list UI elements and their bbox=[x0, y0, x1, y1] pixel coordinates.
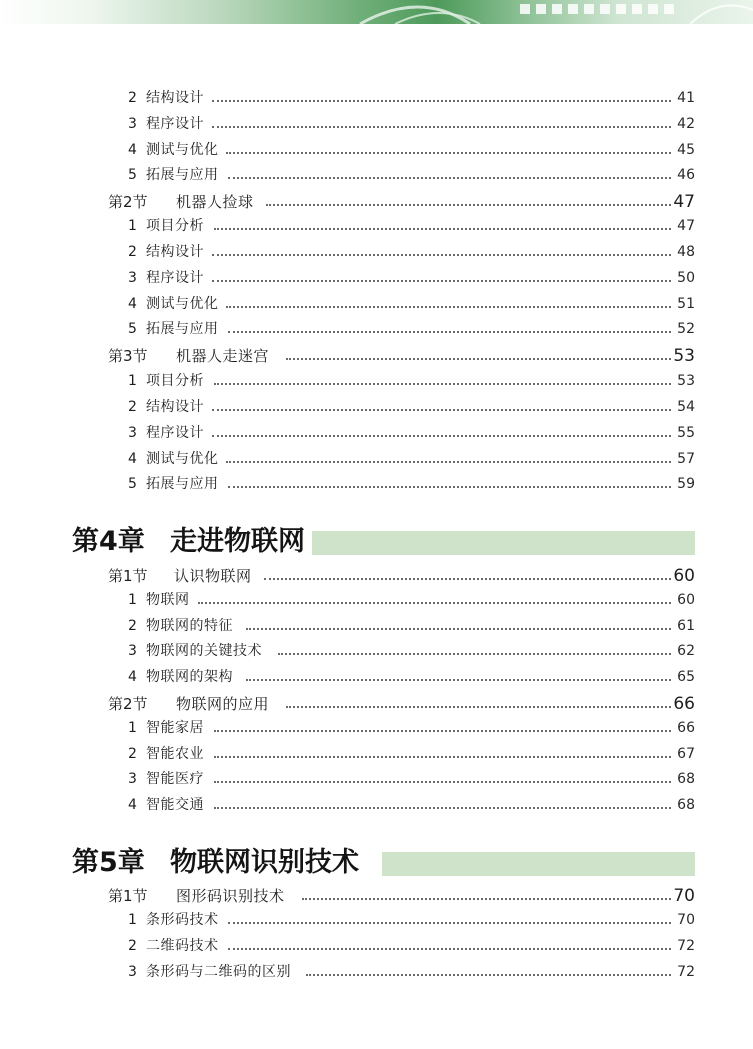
toc-entry-number: 5 bbox=[128, 167, 137, 183]
toc-chapter-number: 第5章 bbox=[72, 847, 145, 878]
leader-dots bbox=[198, 602, 671, 604]
toc-entry[interactable] bbox=[0, 716, 753, 740]
leader-dots bbox=[214, 756, 671, 758]
toc-entry[interactable] bbox=[0, 240, 753, 264]
toc-entry-number: 1 bbox=[128, 720, 137, 736]
leader-dots bbox=[228, 948, 671, 950]
toc-entry-title: 物联网的架构 bbox=[146, 669, 233, 685]
toc-entry-page: 61 bbox=[677, 618, 695, 634]
toc-chapter[interactable] bbox=[0, 846, 753, 880]
toc-entry-page: 52 bbox=[677, 321, 695, 337]
toc-entry-page: 67 bbox=[677, 746, 695, 762]
toc-entry-title: 条形码与二维码的区别 bbox=[146, 964, 291, 980]
toc-entry-title: 智能交通 bbox=[146, 797, 204, 813]
toc-entry-number: 2 bbox=[128, 399, 137, 415]
leader-dots bbox=[212, 409, 671, 411]
toc-entry-number: 2 bbox=[128, 618, 137, 634]
toc-entry-title: 项目分析 bbox=[146, 373, 204, 389]
toc-entry[interactable] bbox=[0, 292, 753, 316]
toc-entry[interactable] bbox=[0, 447, 753, 471]
toc-section[interactable] bbox=[0, 564, 753, 588]
toc-section[interactable] bbox=[0, 884, 753, 908]
toc-entry-number: 1 bbox=[128, 912, 137, 928]
leader-dots bbox=[228, 486, 671, 488]
toc-entry-title: 智能医疗 bbox=[146, 771, 204, 787]
leader-dots bbox=[286, 706, 671, 708]
toc-section-number: 第2节 bbox=[108, 695, 148, 713]
leader-dots bbox=[226, 152, 671, 154]
leader-dots bbox=[228, 331, 671, 333]
toc-entry-page: 68 bbox=[677, 797, 695, 813]
leader-dots bbox=[214, 781, 671, 783]
toc-entry-number: 3 bbox=[128, 771, 137, 787]
toc-section[interactable] bbox=[0, 692, 753, 716]
toc-entry-page: 47 bbox=[677, 218, 695, 234]
toc-entry-number: 2 bbox=[128, 746, 137, 762]
toc-entry-title: 二维码技术 bbox=[146, 938, 219, 954]
toc-section-number: 第1节 bbox=[108, 887, 148, 905]
toc-entry[interactable] bbox=[0, 588, 753, 612]
toc-entry-number: 1 bbox=[128, 592, 137, 608]
toc-entry-page: 48 bbox=[677, 244, 695, 260]
toc-section-title: 物联网的应用 bbox=[176, 695, 270, 713]
toc-entry-page: 72 bbox=[677, 964, 695, 980]
toc-entry-title: 智能农业 bbox=[146, 746, 204, 762]
toc-entry[interactable] bbox=[0, 472, 753, 496]
toc-entry-title: 程序设计 bbox=[146, 116, 204, 132]
toc-entry-number: 2 bbox=[128, 90, 137, 106]
toc-entry[interactable] bbox=[0, 266, 753, 290]
toc-section-title: 图形码识别技术 bbox=[176, 887, 285, 905]
toc-entry[interactable] bbox=[0, 86, 753, 110]
toc-section-title: 机器人走迷宫 bbox=[176, 347, 270, 365]
toc-entry[interactable] bbox=[0, 112, 753, 136]
toc-entry-number: 1 bbox=[128, 218, 137, 234]
leader-dots bbox=[278, 653, 671, 655]
toc-entry-title: 结构设计 bbox=[146, 90, 204, 106]
toc-entry-title: 物联网的特征 bbox=[146, 618, 233, 634]
toc-entry[interactable] bbox=[0, 421, 753, 445]
toc-entry-page: 62 bbox=[677, 643, 695, 659]
leader-dots bbox=[246, 628, 671, 630]
toc-entry-number: 2 bbox=[128, 244, 137, 260]
toc-entry-title: 结构设计 bbox=[146, 399, 204, 415]
toc-section-number: 第2节 bbox=[108, 193, 148, 211]
toc-entry-number: 4 bbox=[128, 296, 137, 312]
toc-entry-title: 拓展与应用 bbox=[146, 321, 219, 337]
leader-dots bbox=[228, 922, 671, 924]
toc-entry-page: 51 bbox=[677, 296, 695, 312]
toc-entry-number: 2 bbox=[128, 938, 137, 954]
toc-entry[interactable] bbox=[0, 665, 753, 689]
toc-section[interactable] bbox=[0, 190, 753, 214]
toc-entry-page: 55 bbox=[677, 425, 695, 441]
leader-dots bbox=[226, 461, 671, 463]
leader-dots bbox=[266, 204, 671, 206]
toc-entry-title: 物联网的关键技术 bbox=[146, 643, 262, 659]
chapter-heading-bar bbox=[382, 852, 695, 876]
leader-dots bbox=[306, 974, 671, 976]
toc-entry-title: 拓展与应用 bbox=[146, 476, 219, 492]
toc-entry-number: 1 bbox=[128, 373, 137, 389]
toc-entry-page: 70 bbox=[677, 912, 695, 928]
toc-entry[interactable] bbox=[0, 395, 753, 419]
toc-entry-page: 72 bbox=[677, 938, 695, 954]
toc-section[interactable] bbox=[0, 344, 753, 368]
toc-entry-number: 5 bbox=[128, 476, 137, 492]
toc-entry-page: 59 bbox=[677, 476, 695, 492]
toc-entry[interactable] bbox=[0, 369, 753, 393]
toc-section-page: 47 bbox=[673, 192, 695, 212]
toc-entry-number: 4 bbox=[128, 451, 137, 467]
toc-section-title: 机器人捡球 bbox=[176, 193, 254, 211]
leader-dots bbox=[212, 280, 671, 282]
chapter-heading-bar bbox=[312, 531, 695, 555]
toc-entry-page: 45 bbox=[677, 142, 695, 158]
toc-entry-number: 3 bbox=[128, 425, 137, 441]
toc-chapter-number: 第4章 bbox=[72, 526, 145, 557]
toc-entry-number: 4 bbox=[128, 669, 137, 685]
toc-entry-number: 3 bbox=[128, 116, 137, 132]
toc-section-number: 第3节 bbox=[108, 347, 148, 365]
leader-dots bbox=[246, 679, 671, 681]
toc-entry-page: 53 bbox=[677, 373, 695, 389]
leader-dots bbox=[212, 254, 671, 256]
toc-entry-page: 66 bbox=[677, 720, 695, 736]
toc-entry[interactable] bbox=[0, 960, 753, 984]
toc-chapter-title: 物联网识别技术 bbox=[170, 847, 359, 878]
toc-entry-title: 程序设计 bbox=[146, 425, 204, 441]
leader-dots bbox=[228, 177, 671, 179]
leader-dots bbox=[226, 306, 671, 308]
leader-dots bbox=[214, 383, 671, 385]
toc-entry[interactable] bbox=[0, 742, 753, 766]
toc-entry-number: 4 bbox=[128, 142, 137, 158]
toc-entry-page: 42 bbox=[677, 116, 695, 132]
toc-entry[interactable] bbox=[0, 614, 753, 638]
toc-entry-number: 3 bbox=[128, 964, 137, 980]
toc-entry-title: 智能家居 bbox=[146, 720, 204, 736]
toc-entry-number: 4 bbox=[128, 797, 137, 813]
toc-entry-title: 测试与优化 bbox=[146, 451, 219, 467]
toc-entry-number: 3 bbox=[128, 643, 137, 659]
toc-entry-page: 60 bbox=[677, 592, 695, 608]
toc-entry-number: 5 bbox=[128, 321, 137, 337]
leader-dots bbox=[302, 898, 671, 900]
leader-dots bbox=[286, 358, 671, 360]
toc-section-page: 53 bbox=[673, 346, 695, 366]
toc-section-title: 认识物联网 bbox=[174, 567, 252, 585]
toc-entry-title: 条形码技术 bbox=[146, 912, 219, 928]
toc-entry[interactable] bbox=[0, 214, 753, 238]
toc-entry-title: 结构设计 bbox=[146, 244, 204, 260]
toc-chapter-title: 走进物联网 bbox=[170, 526, 305, 557]
toc-entry-page: 50 bbox=[677, 270, 695, 286]
toc-section-number: 第1节 bbox=[108, 567, 148, 585]
toc-entry[interactable] bbox=[0, 317, 753, 341]
leader-dots bbox=[264, 578, 671, 580]
toc-section-page: 66 bbox=[673, 694, 695, 714]
toc-entry-page: 41 bbox=[677, 90, 695, 106]
leader-dots bbox=[214, 228, 671, 230]
toc-entry-page: 57 bbox=[677, 451, 695, 467]
toc-entry-title: 物联网 bbox=[146, 592, 190, 608]
toc-entry-title: 拓展与应用 bbox=[146, 167, 219, 183]
toc-section-page: 70 bbox=[673, 886, 695, 906]
toc-entry-page: 68 bbox=[677, 771, 695, 787]
toc-entry[interactable] bbox=[0, 163, 753, 187]
leader-dots bbox=[212, 100, 671, 102]
toc-entry[interactable] bbox=[0, 138, 753, 162]
toc-chapter[interactable] bbox=[0, 525, 753, 559]
toc-entry-title: 测试与优化 bbox=[146, 142, 219, 158]
toc-section-page: 60 bbox=[673, 566, 695, 586]
leader-dots bbox=[212, 435, 671, 437]
leader-dots bbox=[214, 730, 671, 732]
toc-entry[interactable] bbox=[0, 793, 753, 817]
toc-entry-title: 测试与优化 bbox=[146, 296, 219, 312]
toc-entry[interactable] bbox=[0, 767, 753, 791]
toc-entry[interactable] bbox=[0, 934, 753, 958]
toc-entry[interactable] bbox=[0, 908, 753, 932]
leader-dots bbox=[214, 807, 671, 809]
toc-entry-title: 项目分析 bbox=[146, 218, 204, 234]
toc-entry-page: 46 bbox=[677, 167, 695, 183]
toc-entry[interactable] bbox=[0, 639, 753, 663]
toc-entry-page: 65 bbox=[677, 669, 695, 685]
toc-entry-title: 程序设计 bbox=[146, 270, 204, 286]
toc-entry-page: 54 bbox=[677, 399, 695, 415]
toc-entry-number: 3 bbox=[128, 270, 137, 286]
leader-dots bbox=[212, 126, 671, 128]
